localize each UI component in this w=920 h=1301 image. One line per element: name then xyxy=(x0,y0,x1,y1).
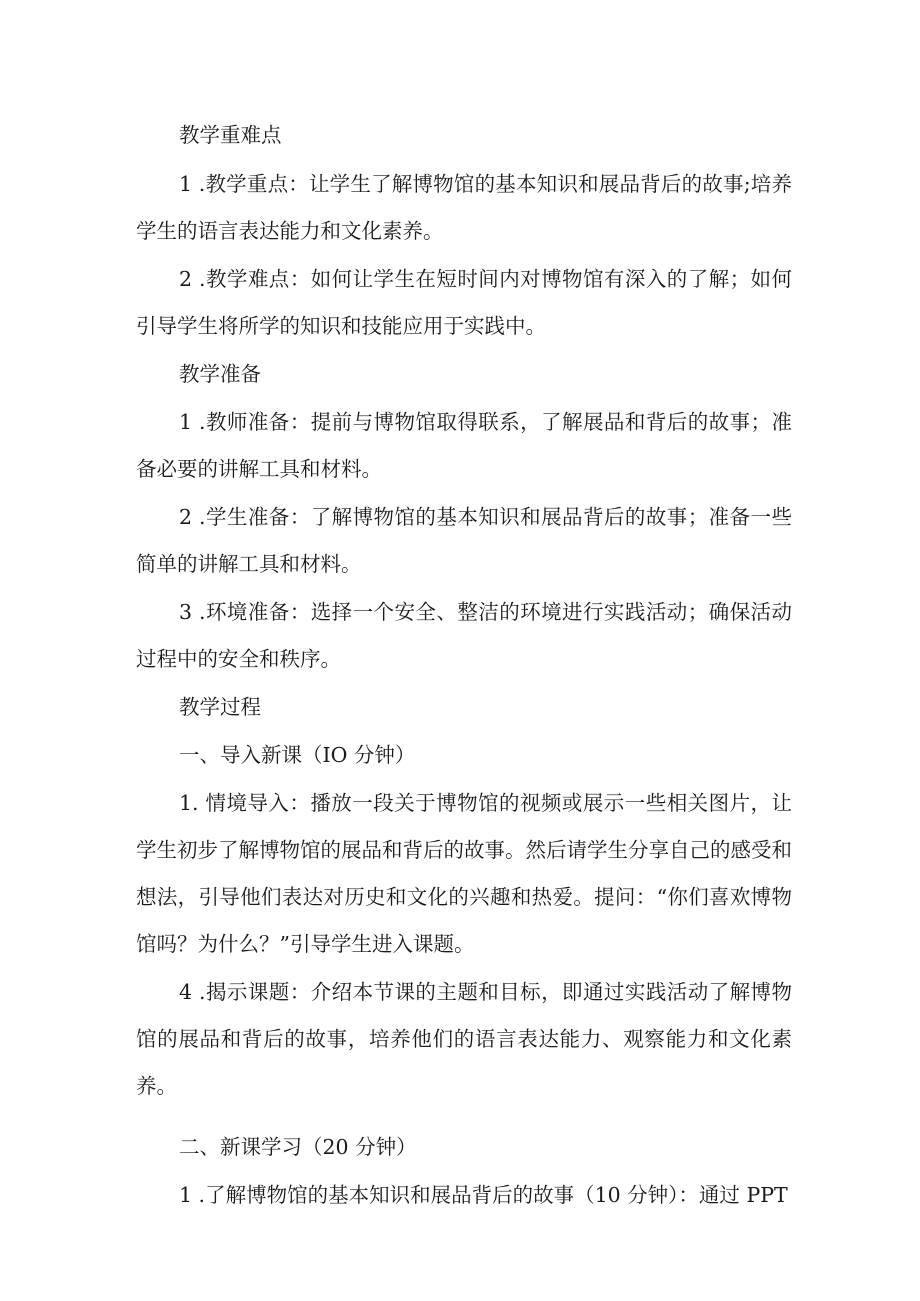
paragraph-preparation-environment: 3 .环境准备：选择一个安全、整洁的环境进行实践活动；确保活动过程中的安全和秩序。 xyxy=(136,600,792,671)
paragraph-museum-knowledge: 1 .了解博物馆的基本知识和展品背后的故事（10 分钟）：通过 PPT xyxy=(179,1183,788,1207)
paragraph-key-point-1: 1 .教学重点：让学生了解博物馆的基本知识和展品背后的故事;培养学生的语言表达能力和文化素养。 xyxy=(136,172,792,243)
section-heading-key-points: 教学重难点 xyxy=(179,123,282,147)
paragraph-situation-intro: 1. 情境导入：播放一段关于博物馆的视频或展示一些相关图片，让学生初步了解博物馆的展品和背后的故事。然后请学生分享自己的感受和想法，引导他们表达对历史和文化的兴趣和热爱。提问：“你们喜欢博物馆吗？为什么？”引导学生进入课题。 xyxy=(136,791,792,956)
section-heading-process: 教学过程 xyxy=(179,695,261,719)
paragraph-reveal-topic: 4 .揭示课题：介绍本节课的主题和目标，即通过实践活动了解博物馆的展品和背后的故事，培养他们的语言表达能力、观察能力和文化素养。 xyxy=(136,980,792,1098)
paragraph-preparation-student: 2 .学生准备：了解博物馆的基本知识和展品背后的故事；准备一些简单的讲解工具和材料。 xyxy=(136,505,792,576)
document-body xyxy=(136,112,792,1219)
paragraph-key-point-2: 2 .教学难点：如何让学生在短时间内对博物馆有深入的了解；如何引导学生将所学的知识和技能应用于实践中。 xyxy=(136,267,792,338)
paragraph-preparation-teacher: 1 .教师准备：提前与博物馆取得联系，了解展品和背后的故事；准备必要的讲解工具和材料。 xyxy=(136,410,792,481)
subheading-intro: 一、导入新课（IO 分钟） xyxy=(179,743,416,767)
section-heading-preparation: 教学准备 xyxy=(179,362,261,386)
subheading-new-lesson: 二、新课学习（20 分钟） xyxy=(179,1135,417,1159)
